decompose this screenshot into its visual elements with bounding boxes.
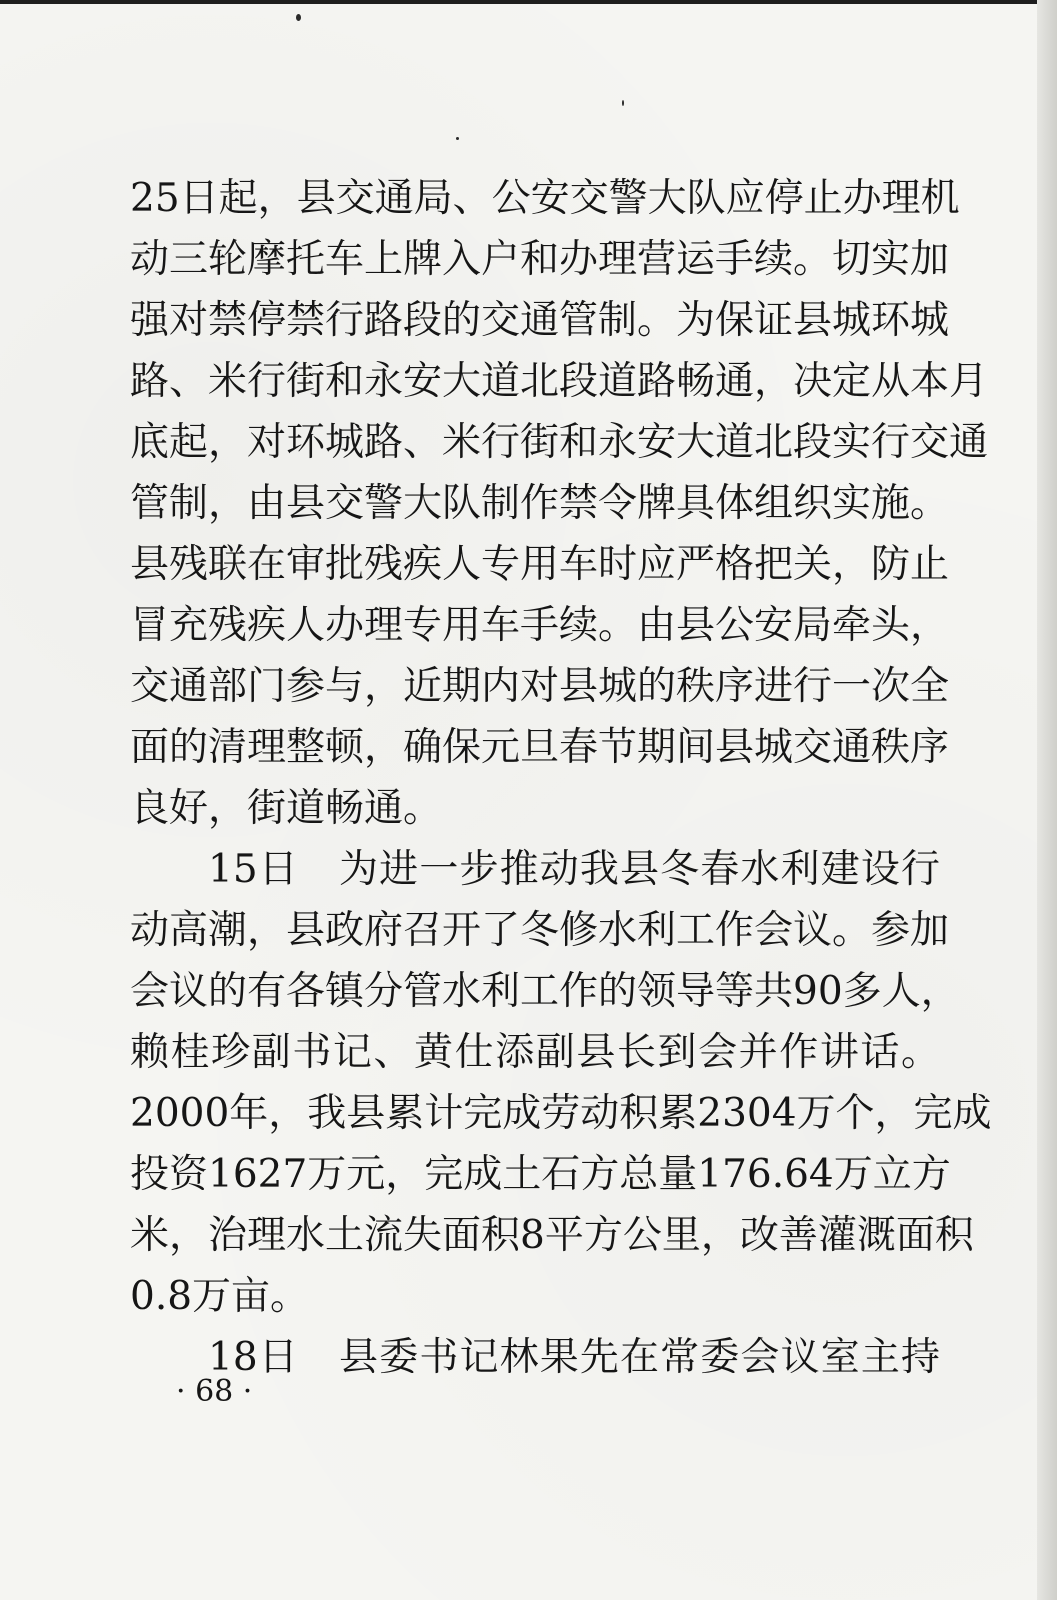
text-line: 2000年，我县累计完成劳动积累2304万个，完成 [130,1091,992,1136]
text-line: 强对禁停禁行路段的交通管制。为保证县城环城 [130,298,950,343]
text-line: 米，治理水土流失面积8平方公里，改善灌溉面积 [130,1213,974,1258]
scan-right-edge [1037,0,1057,1600]
text-line: 投资1627万元，完成土石方总量176.64万立方 [130,1152,951,1197]
text-line: 交通部门参与，近期内对县城的秩序进行一次全 [130,664,950,709]
text-line: 动高潮，县政府召开了冬修水利工作会议。参加 [130,908,950,953]
text-line: 冒充残疾人办理专用车手续。由县公安局牵头， [130,603,950,648]
scan-speck [622,100,624,106]
scan-top-edge [0,0,1057,4]
text-line: 底起，对环城路、米行街和永安大道北段实行交通 [130,420,989,465]
page-number: · 68 · [176,1374,253,1409]
text-line: 赖桂珍副书记、黄仕添副县长到会并作讲话。 [130,1030,940,1075]
text-line-entry-15: 15日 为进一步推动我县冬春水利建设行 [208,847,940,892]
text-line: 会议的有各镇分管水利工作的领导等共90多人， [130,969,960,1014]
text-line: 0.8万亩。 [130,1274,310,1319]
text-line: 县残联在审批残疾人专用车时应严格把关，防止 [130,542,950,587]
text-line: 路、米行街和永安大道北段道路畅通，决定从本月 [130,359,989,404]
text-line-entry-18: 18日 县委书记林果先在常委会议室主持 [208,1335,940,1380]
body-text [130,168,992,1388]
text-line: 管制，由县交警大队制作禁令牌具体组织实施。 [130,481,950,526]
scan-speck [296,14,301,21]
text-line: 动三轮摩托车上牌入户和办理营运手续。切实加 [130,237,950,282]
text-line: 25日起，县交通局、公安交警大队应停止办理机 [130,176,960,221]
text-line: 良好，街道畅通。 [130,786,443,831]
scan-speck [456,137,459,140]
text-line: 面的清理整顿，确保元旦春节期间县城交通秩序 [130,725,950,770]
